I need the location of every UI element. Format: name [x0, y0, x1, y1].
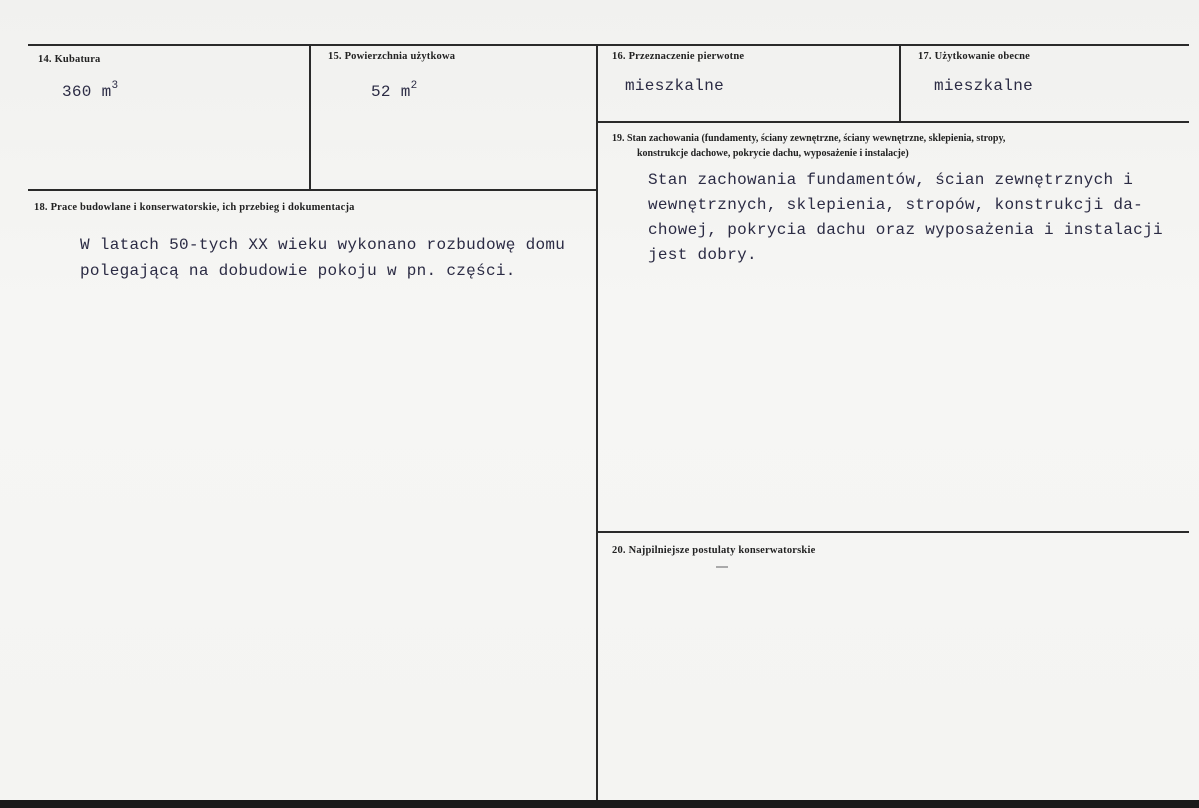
divider-14-15 — [309, 44, 311, 190]
rule-above-20 — [596, 531, 1189, 533]
field-17-value: mieszkalne — [934, 77, 1034, 95]
top-rule — [28, 44, 1189, 46]
field-14-label: 14. Kubatura — [38, 54, 101, 65]
scan-edge — [0, 800, 1199, 808]
pencil-mark — [716, 566, 728, 568]
field-16-label: 16. Przeznaczenie pierwotne — [612, 51, 745, 62]
rule-under-16-17 — [596, 121, 1189, 123]
rule-under-14-15 — [28, 189, 597, 191]
divider-15-16 — [596, 44, 598, 800]
field-14-value: 360 $m^3$ — [62, 80, 119, 101]
field-19-label: 19. Stan zachowania (fundamenty, ściany zewnętrzne, ściany wewnętrzne, sklepienia, stropy, konstrukcje dachowe, pokrycie dachu, wyposażenie i instalacje) — [612, 133, 1006, 159]
field-19-line: wewnętrznych, sklepienia, stropów, konstrukcji da- — [648, 196, 1144, 214]
field-19-line: jest dobry. — [648, 246, 757, 264]
field-19-line: chowej, pokrycia dachu oraz wyposażenia i instalacji — [648, 221, 1163, 239]
field-15-label: 15. Powierzchnia użytkowa — [328, 51, 456, 62]
field-20-label: 20. Najpilniejsze postulaty konserwatorskie — [612, 545, 816, 556]
field-16-value: mieszkalne — [625, 77, 725, 95]
field-19-line: Stan zachowania fundamentów, ścian zewnętrznych i — [648, 171, 1134, 189]
field-18-label: 18. Prace budowlane i konserwatorskie, ich przebieg i dokumentacja — [34, 202, 355, 213]
field-15-value: 52 $m^2$ — [371, 80, 418, 101]
divider-16-17 — [899, 44, 901, 121]
field-17-label: 17. Użytkowanie obecne — [918, 51, 1031, 62]
field-18-line: polegającą na dobudowie pokoju w pn. części. — [80, 262, 516, 280]
field-18-line: W latach 50-tych XX wieku wykonano rozbudowę domu — [80, 236, 566, 254]
